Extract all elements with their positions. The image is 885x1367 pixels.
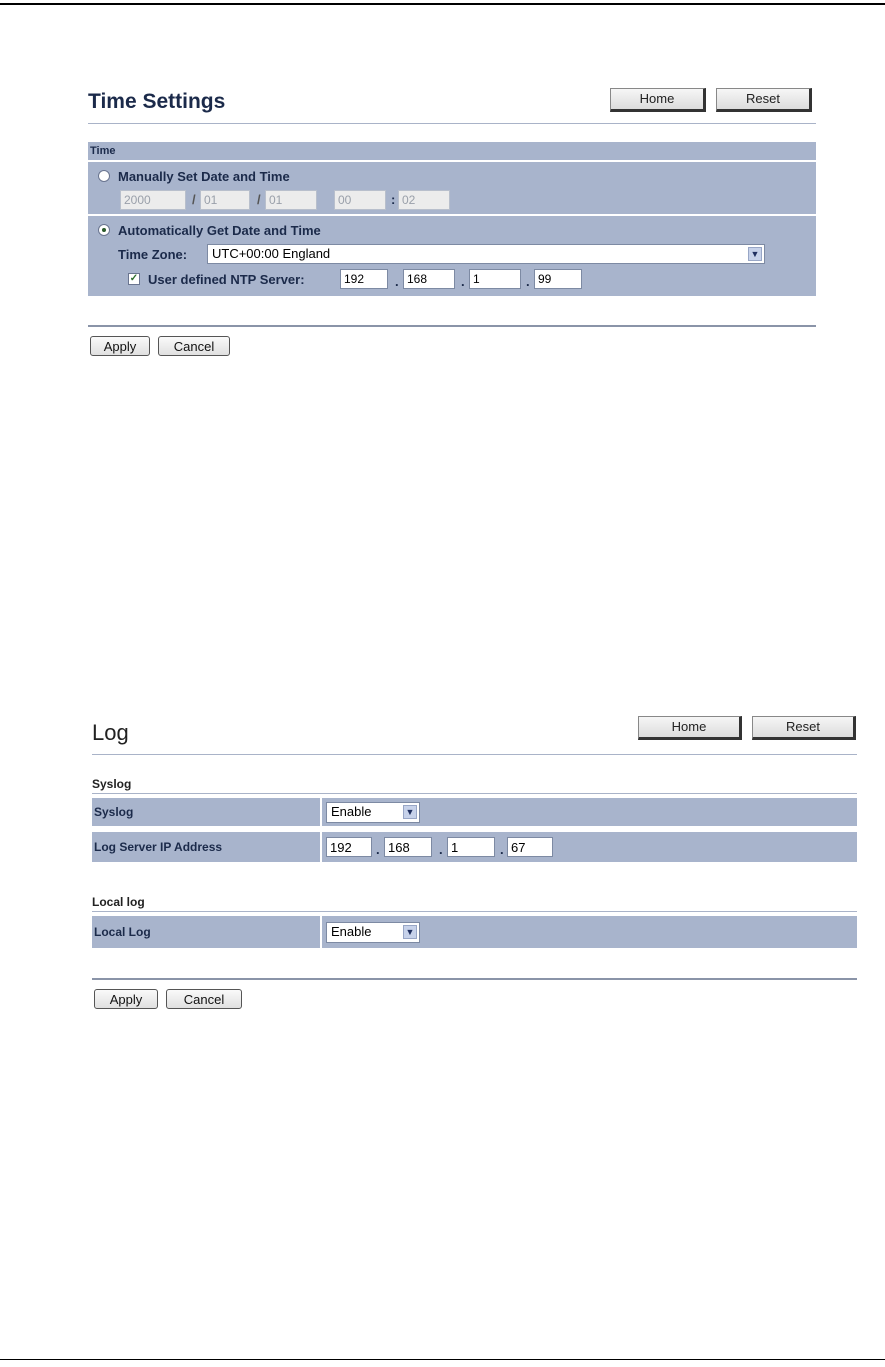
- ntp-checkbox[interactable]: ✓: [129, 273, 139, 284]
- auto-time-radio[interactable]: [98, 224, 110, 236]
- manual-time-radio[interactable]: [98, 170, 110, 182]
- time-section-header: [88, 142, 816, 160]
- section-title: Time: [90, 145, 116, 157]
- ntp-ip-octet-3[interactable]: [469, 269, 521, 289]
- cancel-button[interactable]: Cancel: [158, 336, 230, 356]
- auto-time-row: [88, 216, 816, 296]
- dropdown-arrow-icon[interactable]: ▼: [748, 247, 762, 261]
- manual-month-input[interactable]: [200, 190, 250, 210]
- manual-day-input[interactable]: [265, 190, 317, 210]
- syslog-label: Syslog: [94, 805, 134, 819]
- ntp-server-label: User defined NTP Server:: [148, 272, 305, 287]
- ip-dot: .: [395, 274, 399, 289]
- dropdown-arrow-icon[interactable]: ▼: [403, 925, 417, 939]
- log-server-ip-octet-2[interactable]: [384, 837, 432, 857]
- syslog-section-title: Syslog: [92, 777, 132, 791]
- syslog-row: [92, 798, 857, 826]
- page-title: Log: [92, 720, 129, 745]
- local-log-label: Local Log: [94, 925, 151, 939]
- form-divider: [88, 325, 816, 327]
- ip-dot: .: [526, 274, 530, 289]
- date-separator: /: [257, 192, 261, 207]
- reset-button[interactable]: Reset: [716, 88, 812, 112]
- dropdown-arrow-icon[interactable]: ▼: [403, 805, 417, 819]
- manual-minute-input[interactable]: [398, 190, 450, 210]
- log-server-label: Log Server IP Address: [94, 840, 223, 854]
- syslog-value: Enable: [331, 804, 372, 819]
- section-divider: [92, 793, 857, 794]
- date-separator: /: [192, 192, 196, 207]
- log-server-row: [92, 832, 857, 862]
- home-button[interactable]: Home: [638, 716, 742, 740]
- time-separator: :: [391, 192, 396, 207]
- bottom-divider: [0, 1359, 885, 1360]
- manual-time-row: [88, 162, 816, 214]
- log-server-ip-octet-4[interactable]: [507, 837, 553, 857]
- ip-dot: .: [376, 842, 380, 857]
- ip-dot: .: [439, 842, 443, 857]
- ip-dot: .: [461, 274, 465, 289]
- local-log-row: [92, 916, 857, 948]
- local-log-value: Enable: [331, 924, 372, 939]
- ntp-ip-octet-1[interactable]: [340, 269, 388, 289]
- ip-dot: .: [500, 842, 504, 857]
- title-divider: [88, 123, 816, 124]
- manual-year-input[interactable]: [120, 190, 186, 210]
- manual-time-label: Manually Set Date and Time: [118, 169, 290, 184]
- page-title: Time Settings: [88, 90, 226, 113]
- auto-time-label: Automatically Get Date and Time: [118, 223, 321, 238]
- log-server-ip-octet-3[interactable]: [447, 837, 495, 857]
- timezone-value: UTC+00:00 England: [212, 246, 331, 261]
- log-server-ip-octet-1[interactable]: [326, 837, 372, 857]
- title-divider: [92, 754, 857, 755]
- reset-button[interactable]: Reset: [752, 716, 856, 740]
- apply-button[interactable]: Apply: [90, 336, 150, 356]
- cancel-button[interactable]: Cancel: [166, 989, 242, 1009]
- apply-button[interactable]: Apply: [94, 989, 158, 1009]
- local-log-select[interactable]: [326, 922, 420, 943]
- timezone-select[interactable]: [207, 244, 765, 264]
- timezone-label: Time Zone:: [118, 247, 188, 262]
- section-divider: [92, 911, 857, 912]
- form-divider: [92, 978, 857, 980]
- cell-separator: [320, 798, 322, 826]
- manual-hour-input[interactable]: [334, 190, 386, 210]
- local-log-section-title: Local log: [92, 895, 145, 909]
- home-button[interactable]: Home: [610, 88, 706, 112]
- cell-separator: [320, 916, 322, 948]
- cell-separator: [320, 832, 322, 862]
- syslog-select[interactable]: [326, 802, 420, 823]
- ntp-ip-octet-2[interactable]: [403, 269, 455, 289]
- time-settings-panel: [88, 80, 816, 370]
- top-divider: [0, 3, 885, 5]
- log-panel: [92, 712, 857, 1017]
- ntp-ip-octet-4[interactable]: [534, 269, 582, 289]
